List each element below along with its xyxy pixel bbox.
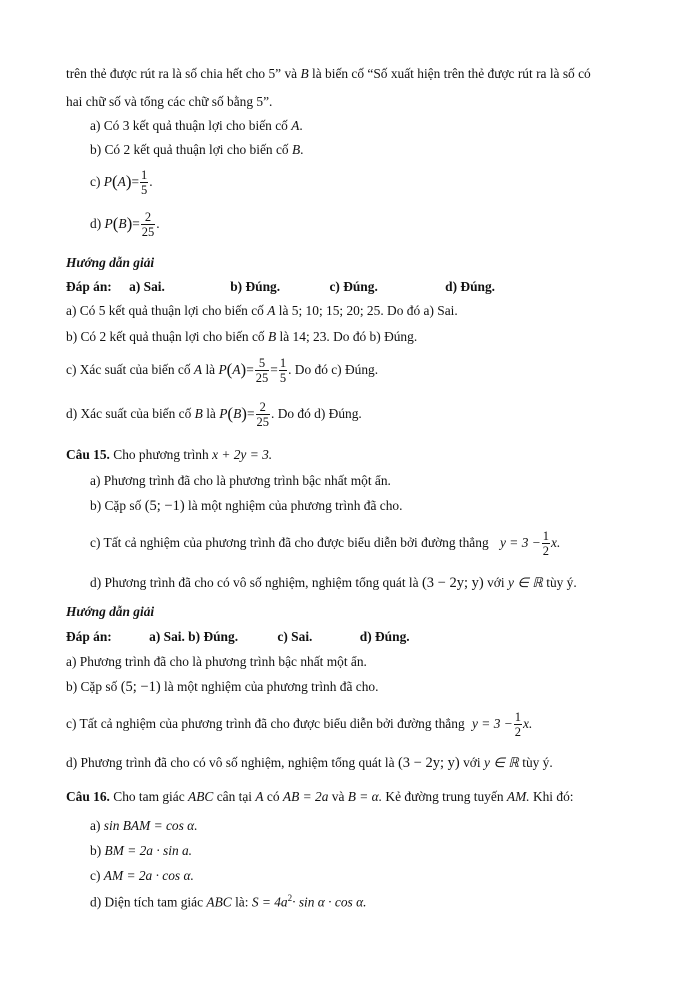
- fraction: $\frac{1}{2}$: [514, 710, 522, 740]
- solution-heading: Hướng dẫn giải: [66, 604, 155, 619]
- q14-statement-d: d) P(B)= $\frac{2}{25}$ .: [90, 210, 160, 240]
- solution-b: b) Có 2 kết quả thuận lợi cho biến cố B là 14; 23. Do đó b) Đúng.: [66, 329, 418, 344]
- q14-statement-c: c) P(A)= $\frac{1}{5}$ .: [90, 168, 153, 198]
- fraction: $\frac{1}{5}$: [141, 168, 148, 198]
- question-16-stem: Câu 16. Cho tam giác ABC cân tại A có AB = 2a và B = α. Kẻ đường trung tuyến AM. Khi đó:: [66, 789, 574, 804]
- solution-d: d) Phương trình đã cho có vô số nghiệm, nghiệm tổng quát là (3 − 2y; y) với y ∈ ℝ tùy ý.: [66, 755, 553, 771]
- intro-line-2: hai chữ số và tổng các chữ số bằng 5”.: [66, 94, 273, 109]
- fraction: $\frac{1}{2}$: [542, 529, 550, 559]
- q15-statement-c: c) Tất cả nghiệm của phương trình đã cho được biểu diễn bởi đường thẳng y = 3 − $\frac{1}{2}$ x.: [90, 529, 561, 559]
- solution-heading: Hướng dẫn giải: [66, 255, 155, 270]
- solution-a: a) Phương trình đã cho là phương trình bậc nhất một ẩn.: [66, 654, 367, 669]
- q15-statement-d: d) Phương trình đã cho có vô số nghiệm, nghiệm tổng quát là (3 − 2y; y) với y ∈ ℝ tùy ý.: [90, 575, 577, 591]
- q14-statement-a: a) Có 3 kết quả thuận lợi cho biến cố A.: [90, 118, 303, 133]
- q15-statement-a: a) Phương trình đã cho là phương trình bậc nhất một ẩn.: [90, 473, 391, 488]
- solution-a: a) Có 5 kết quả thuận lợi cho biến cố A là 5; 10; 15; 20; 25. Do đó a) Sai.: [66, 303, 458, 318]
- fraction: $\frac{2}{25}$: [256, 400, 270, 430]
- q16-statement-c: c) AM = 2a · cos α.: [90, 868, 194, 883]
- fraction: $\frac{5}{25}$: [255, 356, 269, 386]
- question-15-stem: Câu 15. Cho phương trình x + 2y = 3.: [66, 447, 273, 462]
- intro-line-1: trên thẻ được rút ra là số chia hết cho 5” và B là biến cố “Số xuất hiện trên thẻ được rút ra là số có: [66, 66, 591, 81]
- solution-b: b) Cặp số (5; −1) là một nghiệm của phương trình đã cho.: [66, 679, 379, 695]
- q14-statement-b: b) Có 2 kết quả thuận lợi cho biến cố B.: [90, 142, 304, 157]
- answer-key: Đáp án: a) Sai. b) Đúng. c) Đúng. d) Đúng.: [66, 279, 496, 294]
- solution-d: d) Xác suất của biến cố B là P(B)= $\frac{2}{25}$ . Do đó d) Đúng.: [66, 400, 362, 430]
- fraction: $\frac{1}{5}$: [279, 356, 287, 386]
- answer-key: Đáp án: a) Sai. b) Đúng. c) Sai. d) Đúng.: [66, 629, 410, 644]
- solution-c: c) Xác suất của biến cố A là P(A)= $\frac{5}{25}$ = $\frac{1}{5}$ . Do đó c) Đúng.: [66, 356, 379, 386]
- q16-statement-a: a) sin BAM = cos α.: [90, 818, 198, 833]
- fraction: $\frac{2}{25}$: [141, 210, 155, 240]
- q16-statement-b: b) BM = 2a · sin a.: [90, 843, 193, 858]
- q16-statement-d: d) Diện tích tam giác ABC là: $S = 4a^2\cdot \sin \alpha \cdot \cos \alpha$.: [90, 893, 367, 910]
- q15-statement-b: b) Cặp số (5; −1) là một nghiệm của phương trình đã cho.: [90, 498, 403, 514]
- solution-c: c) Tất cả nghiệm của phương trình đã cho được biểu diễn bởi đường thẳng y = 3 − $\frac{1}{2}$ x.: [66, 710, 533, 740]
